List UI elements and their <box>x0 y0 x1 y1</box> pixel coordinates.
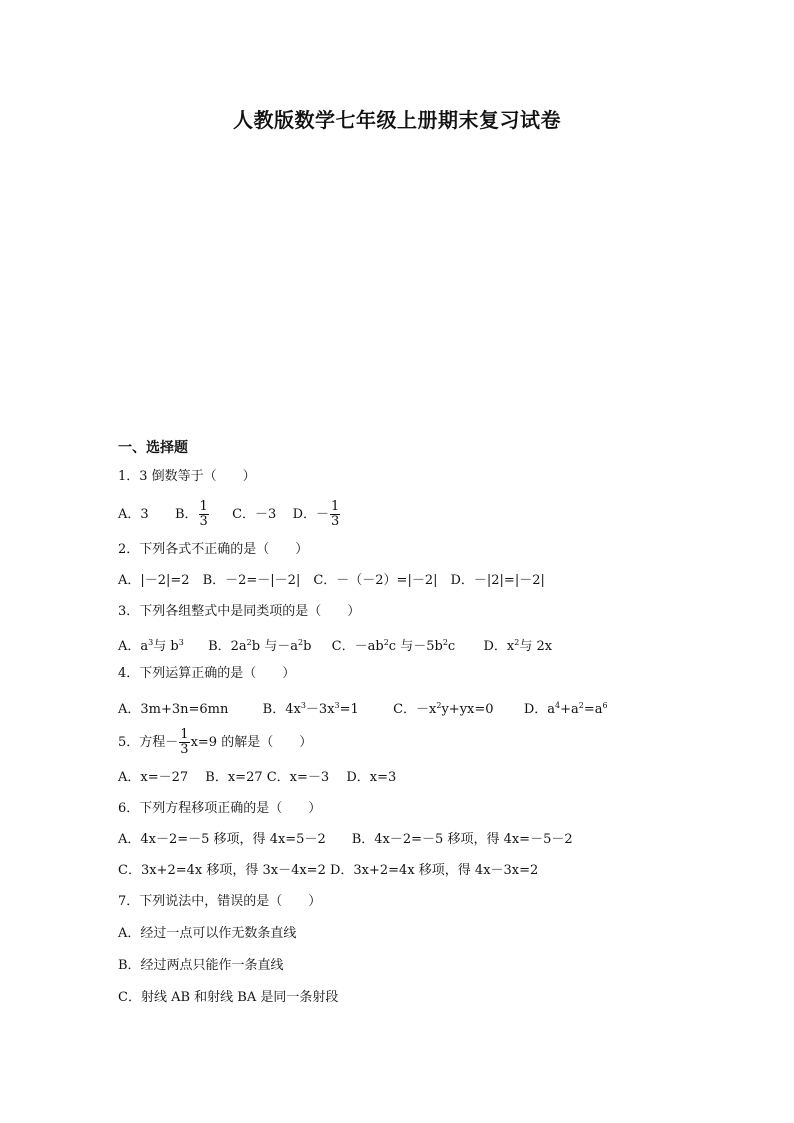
exponent: 2 <box>297 638 304 647</box>
option-d-text: D．x <box>483 639 515 654</box>
option-c: C．－3 <box>232 507 277 522</box>
question-7-stem: 7．下列说法中，错误的是（ ） <box>118 894 322 909</box>
fraction-numerator: 1 <box>331 499 340 514</box>
option-a-text: A．a <box>118 639 149 654</box>
fraction-denominator: 3 <box>331 514 340 529</box>
option-b <box>263 697 359 719</box>
question-4-options <box>118 697 608 719</box>
fraction <box>179 728 189 757</box>
question-1-stem: 1．3 倒数等于（ ） <box>118 469 256 484</box>
fraction-numerator: 1 <box>180 727 189 742</box>
option-d <box>293 500 342 529</box>
option-a: A．3 <box>118 507 149 522</box>
question-4-stem: 4．下列运算正确的是（ ） <box>118 666 296 681</box>
exponent: 2 <box>436 701 442 710</box>
exponent: 2 <box>383 638 389 647</box>
exponent: 2 <box>246 638 252 647</box>
option-b-prefix: B． <box>174 507 198 522</box>
option-b-text: B．2a <box>208 639 247 654</box>
option-c <box>332 634 456 656</box>
question-6-options-line-2: C．3x+2=4x 移项，得 3x－4x=2 D．3x+2=4x 移项，得 4x－3x=2 <box>118 863 539 878</box>
option-a <box>118 634 184 656</box>
option-a: A．3m+3n=6mn <box>118 702 229 717</box>
question-6-options-line-1: A．4x－2=－5 移项，得 4x=5－2 B．4x－2=－5 移项，得 4x=－5－2 <box>118 832 573 847</box>
question-5-text: 5．方程－ <box>118 735 179 750</box>
option-c-text: c <box>447 639 456 654</box>
option-b-text: =1 <box>339 702 359 717</box>
question-1-options <box>118 500 341 529</box>
option-d-text: =a <box>583 702 603 717</box>
question-5-options: A．x=－27 B．x=27 C．x=－3 D．x=3 <box>118 770 397 785</box>
question-7-option-c: C．射线 AB 和射线 BA 是同一条射段 <box>118 990 339 1005</box>
option-d-text: 与 2x <box>519 639 553 654</box>
option-d <box>483 634 552 656</box>
question-5-stem <box>118 728 312 757</box>
option-b <box>208 634 311 656</box>
exponent: 3 <box>178 638 184 647</box>
fraction-numerator: 1 <box>199 499 208 514</box>
exponent: 2 <box>442 638 448 647</box>
exponent: 4 <box>555 701 561 710</box>
question-3-stem: 3．下列各组整式中是同类项的是（ ） <box>118 604 361 619</box>
option-b-text: b <box>303 639 312 654</box>
option-c-text: c 与－5b <box>388 639 443 654</box>
option-c-text: C．－x <box>393 702 437 717</box>
option-d-prefix: D．－ <box>292 507 330 522</box>
option-b-text: －3x <box>305 702 335 717</box>
option-b-text: b 与－a <box>251 639 298 654</box>
question-5-text: x=9 的解是（ ） <box>190 735 313 750</box>
section-heading: 一、选择题 <box>118 440 188 456</box>
fraction <box>330 500 340 529</box>
question-3-options <box>118 634 552 656</box>
fraction-denominator: 3 <box>199 514 208 529</box>
option-c-text: C．－ab <box>331 639 384 654</box>
option-d <box>524 697 608 719</box>
exponent: 3 <box>148 638 154 647</box>
option-b <box>175 500 210 529</box>
exponent: 3 <box>334 701 340 710</box>
option-b-text: B．4x <box>262 702 301 717</box>
option-c-text: y+yx=0 <box>441 702 494 717</box>
fraction <box>199 500 209 529</box>
question-2-options: A．|－2|=2 B．－2=－|－2| C．－（－2）=|－2| D．－|2|=|－2| <box>118 573 545 588</box>
page-title: 人教版数学七年级上册期末复习试卷 <box>233 108 561 132</box>
exponent: 2 <box>514 638 520 647</box>
question-7-option-a: A．经过一点可以作无数条直线 <box>118 926 297 941</box>
exponent: 6 <box>602 701 608 710</box>
option-a-text: 与 b <box>153 639 179 654</box>
option-d-text: D．a <box>523 702 555 717</box>
option-d-text: +a <box>560 702 579 717</box>
exponent: 3 <box>300 701 306 710</box>
fraction-denominator: 3 <box>180 742 189 757</box>
option-c <box>393 697 493 719</box>
question-6-stem: 6．下列方程移项正确的是（ ） <box>118 801 322 816</box>
exponent: 2 <box>578 701 584 710</box>
question-7-option-b: B．经过两点只能作一条直线 <box>118 958 284 973</box>
question-2-stem: 2．下列各式不正确的是（ ） <box>118 542 309 557</box>
